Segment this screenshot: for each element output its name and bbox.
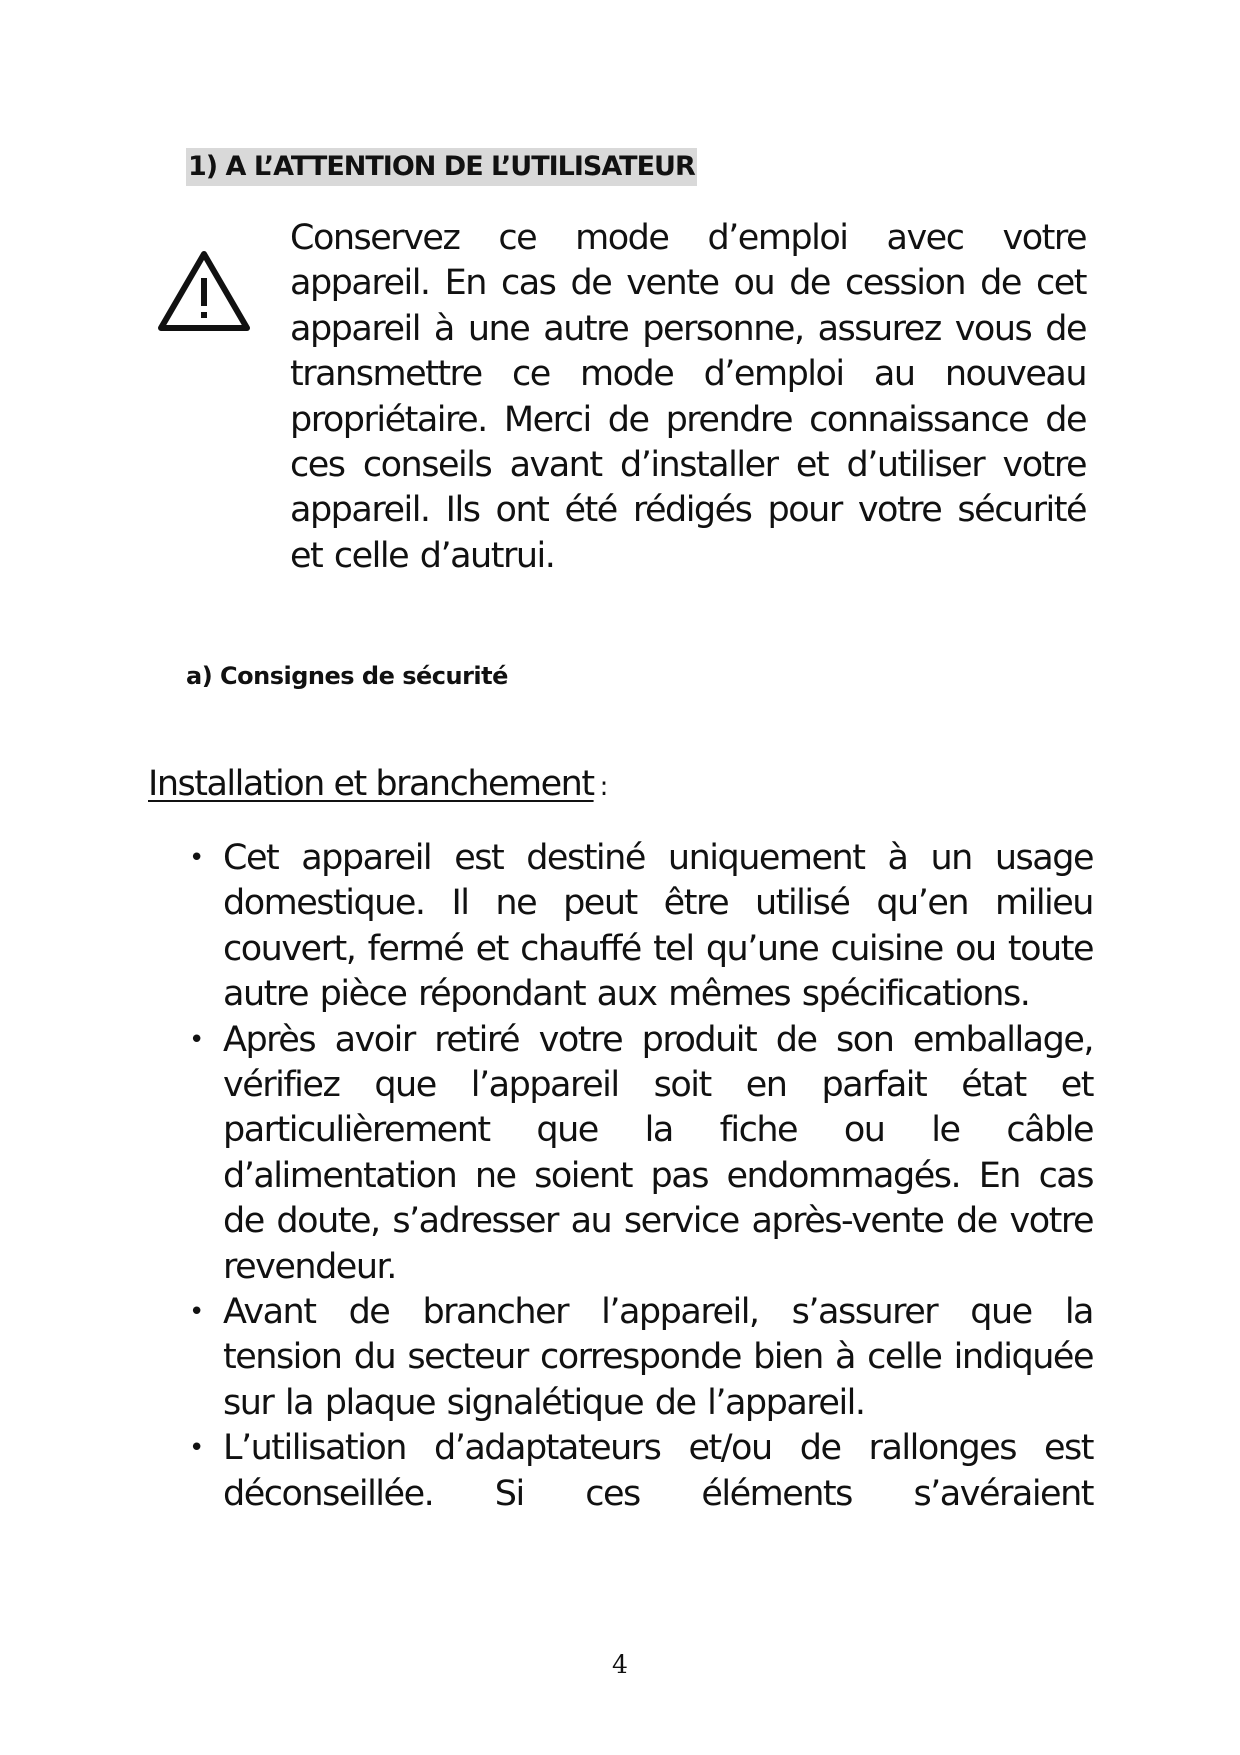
safety-bullet-list [189, 836, 1093, 1517]
list-item [189, 836, 1093, 1018]
warning-triangle-icon [156, 248, 252, 334]
list-item-text: L’utilisation d’adaptateurs et/ou de rallonges est déconseillée. Si ces éléments s’avéraient [223, 1428, 1093, 1514]
list-item-text: Cet appareil est destiné uniquement à un usage domestique. Il ne peut être utilisé qu’en milieu couvert, fermé et chauffé tel qu’une cuisine ou toute autre pièce répondant aux mêmes spécifications. [223, 838, 1093, 1015]
warning-text: Conservez ce mode d’emploi avec votre appareil. En cas de vente ou de cession de cet appareil à une autre personne, assurez vous de transmettre ce mode d’emploi au nouveau propriétaire. Merci de prendre connaissance de ces conseils avant d’installer et d’utiliser votre appareil. Ils ont été rédigés pour votre sécurité et celle d’autrui. [290, 218, 1086, 576]
subsection-heading: a) Consignes de sécurité [186, 662, 508, 690]
bullet-icon: • [189, 1024, 203, 1055]
list-item [189, 1018, 1093, 1290]
list-item-text: Après avoir retiré votre produit de son emballage, vérifiez que l’appareil soit en parfait état et particulièrement que la fiche ou le câble d’alimentation ne soient pas endommagés. En cas de doute, s’adresser au service après-vente de votre revendeur. [223, 1019, 1093, 1287]
bullet-icon: • [189, 1297, 203, 1328]
bullet-icon: • [189, 1433, 203, 1464]
page-number: 4 [612, 1650, 628, 1679]
topic-title: Installation et branchement [148, 764, 594, 804]
list-item [189, 1426, 1093, 1517]
list-item [189, 1290, 1093, 1426]
list-item-text: Avant de brancher l’appareil, s’assurer que la tension du secteur corresponde bien à celle indiquée sur la plaque signalétique de l’appareil. [223, 1292, 1093, 1423]
topic-heading [148, 762, 607, 809]
bullet-icon: • [189, 843, 203, 873]
topic-colon: : [599, 772, 607, 802]
section-heading: 1) A L’ATTENTION DE L’UTILISATEUR [186, 148, 697, 186]
